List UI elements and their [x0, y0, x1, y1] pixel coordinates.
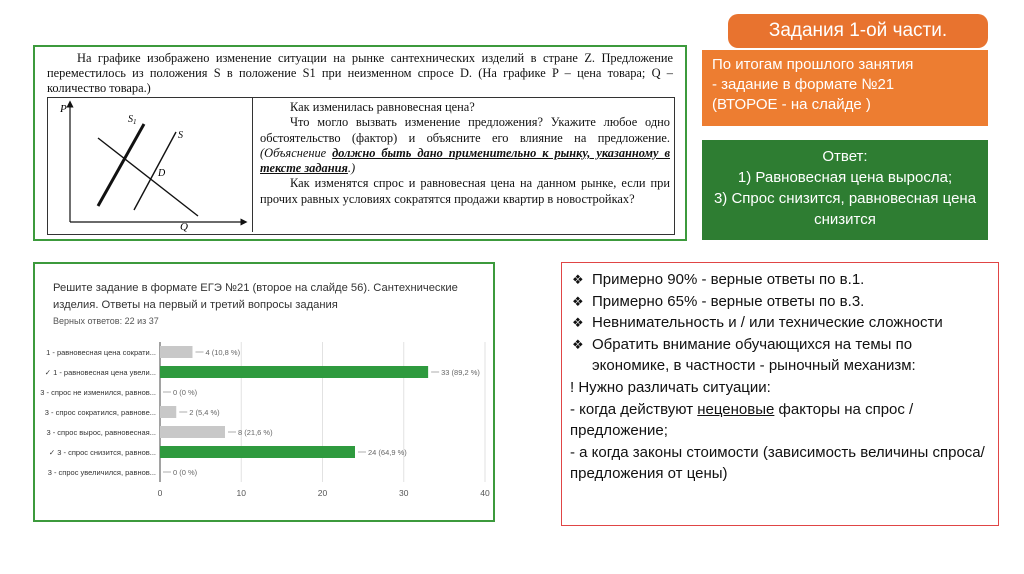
question-1: Как изменилась равновесная цена? — [290, 100, 475, 114]
note-bullet: ❖ Примерно 90% - верные ответы по в.1. — [570, 269, 990, 291]
supply-s1-curve — [98, 124, 144, 206]
diamond-bullet-icon: ❖ — [572, 293, 584, 309]
chart-value-label: 33 (89,2 %) — [441, 368, 480, 377]
diamond-bullet-icon: ❖ — [572, 315, 584, 331]
task-box — [33, 45, 687, 241]
chart-value-label: 0 (0 %) — [173, 388, 198, 397]
answer-line-2: 3) Спрос снизится, равновесная цена снизится — [713, 190, 977, 228]
chart-category-label: 1 - равновесная цена сократи... — [46, 348, 156, 357]
chart-tick-label: 40 — [480, 488, 490, 498]
task-intro: На графике изображено изменение ситуации на рынке сантехнических изделий в стране Z. Предложение переместилось из положения S в положение S1 при неизменном спросе D. (На графике P – цена товара; Q – количество товара.) — [47, 51, 673, 95]
results-bar-chart — [35, 264, 495, 520]
demand-label: D — [158, 168, 166, 179]
note-line-b: - а когда законы стоимости (зависимость величины спроса/ предложения от цены) — [570, 443, 985, 483]
supply-s-label: S — [178, 130, 183, 141]
chart-tick-label: 10 — [236, 488, 246, 498]
task-table — [47, 97, 675, 235]
info-line: - задание в формате №21 — [712, 76, 895, 93]
note-line-excl: ! Нужно различать ситуации: — [570, 378, 771, 396]
chart-tick-label: 30 — [399, 488, 409, 498]
chart-category-label: 3 - спрос увеличился, равнов... — [47, 468, 156, 477]
note-line-a: - когда действуют неценовые факторы на спрос / предложение; — [570, 400, 914, 440]
answer-heading: Ответ: — [822, 148, 868, 165]
p-axis-label: P — [60, 103, 67, 115]
supply-demand-graph — [48, 98, 253, 232]
chart-subtitle: Верных ответов: 22 из 37 — [53, 316, 159, 326]
chart-value-label: 24 (64,9 %) — [368, 448, 407, 457]
q-axis-label: Q — [180, 221, 188, 232]
diamond-bullet-icon: ❖ — [572, 272, 584, 287]
chart-bar — [160, 426, 225, 438]
note-bullet: ❖ Обратить внимание обучающихся на темы по экономике, в частности - рыночный механизм: — [572, 335, 916, 375]
slide-title-badge: Задания 1-ой части. — [728, 14, 988, 48]
chart-category-label: 3 - спрос сократился, равнове... — [44, 408, 156, 417]
chart-category-label: ✓ 3 - спрос снизится, равнов... — [48, 448, 156, 457]
question-2-text: Что могло вызвать изменение предложения? Укажите любое одно обстоятельство (фактор) и объясните его влияние на предложение. — [260, 115, 670, 145]
chart-value-label: 8 (21,6 %) — [238, 428, 273, 437]
chart-category-label: 3 - спрос вырос, равновесная... — [46, 428, 156, 437]
info-box — [702, 50, 988, 126]
supply-s1-label: $S_1$ — [128, 114, 137, 126]
chart-tick-label: 20 — [317, 488, 328, 498]
chart-bar — [160, 346, 193, 358]
note-bullet: ❖ Примерно 65% - верные ответы по в.3. — [570, 291, 990, 313]
note-bullet: ❖ Невнимательность и / или технические сложности — [570, 312, 990, 334]
results-chart-box — [33, 262, 495, 522]
question-2 — [260, 115, 670, 176]
chart-bar — [160, 446, 355, 458]
chart-category-label: ✓ 1 - равновесная цена увели... — [44, 368, 156, 377]
info-line: (ВТОРОЕ - на слайде ) — [712, 96, 871, 113]
chart-title: Решите задание в формате ЕГЭ №21 (второе на слайде 56). Сантехнические изделия. Ответы на первый и третий вопросы задания — [53, 282, 458, 311]
chart-category-label: 3 - спрос не изменился, равнов... — [40, 388, 156, 397]
answer-box — [702, 140, 988, 240]
chart-tick-label: 0 — [157, 488, 163, 498]
chart-bar — [160, 366, 428, 378]
question-2-hint: (Объяснение должно быть дано применительно к рынку, указанному в тексте задания.) — [260, 145, 670, 176]
questions-cell — [260, 100, 670, 207]
question-3: Как изменятся спрос и равновесная цена на данном рынке, если при прочих равных условиях сократятся продажи квартир в новостройках? — [260, 176, 670, 206]
chart-value-label: 0 (0 %) — [173, 468, 198, 477]
answer-line-1: 1) Равновесная цена выросла; — [737, 169, 953, 186]
info-line: По итогам прошлого занятия — [712, 56, 914, 73]
chart-value-label: 2 (5,4 %) — [189, 408, 220, 417]
chart-bar — [160, 406, 176, 418]
chart-value-label: 4 (10,8 %) — [205, 348, 241, 357]
diamond-bullet-icon: ❖ — [572, 336, 584, 352]
notes-box — [561, 262, 999, 526]
graph-svg — [48, 98, 252, 232]
